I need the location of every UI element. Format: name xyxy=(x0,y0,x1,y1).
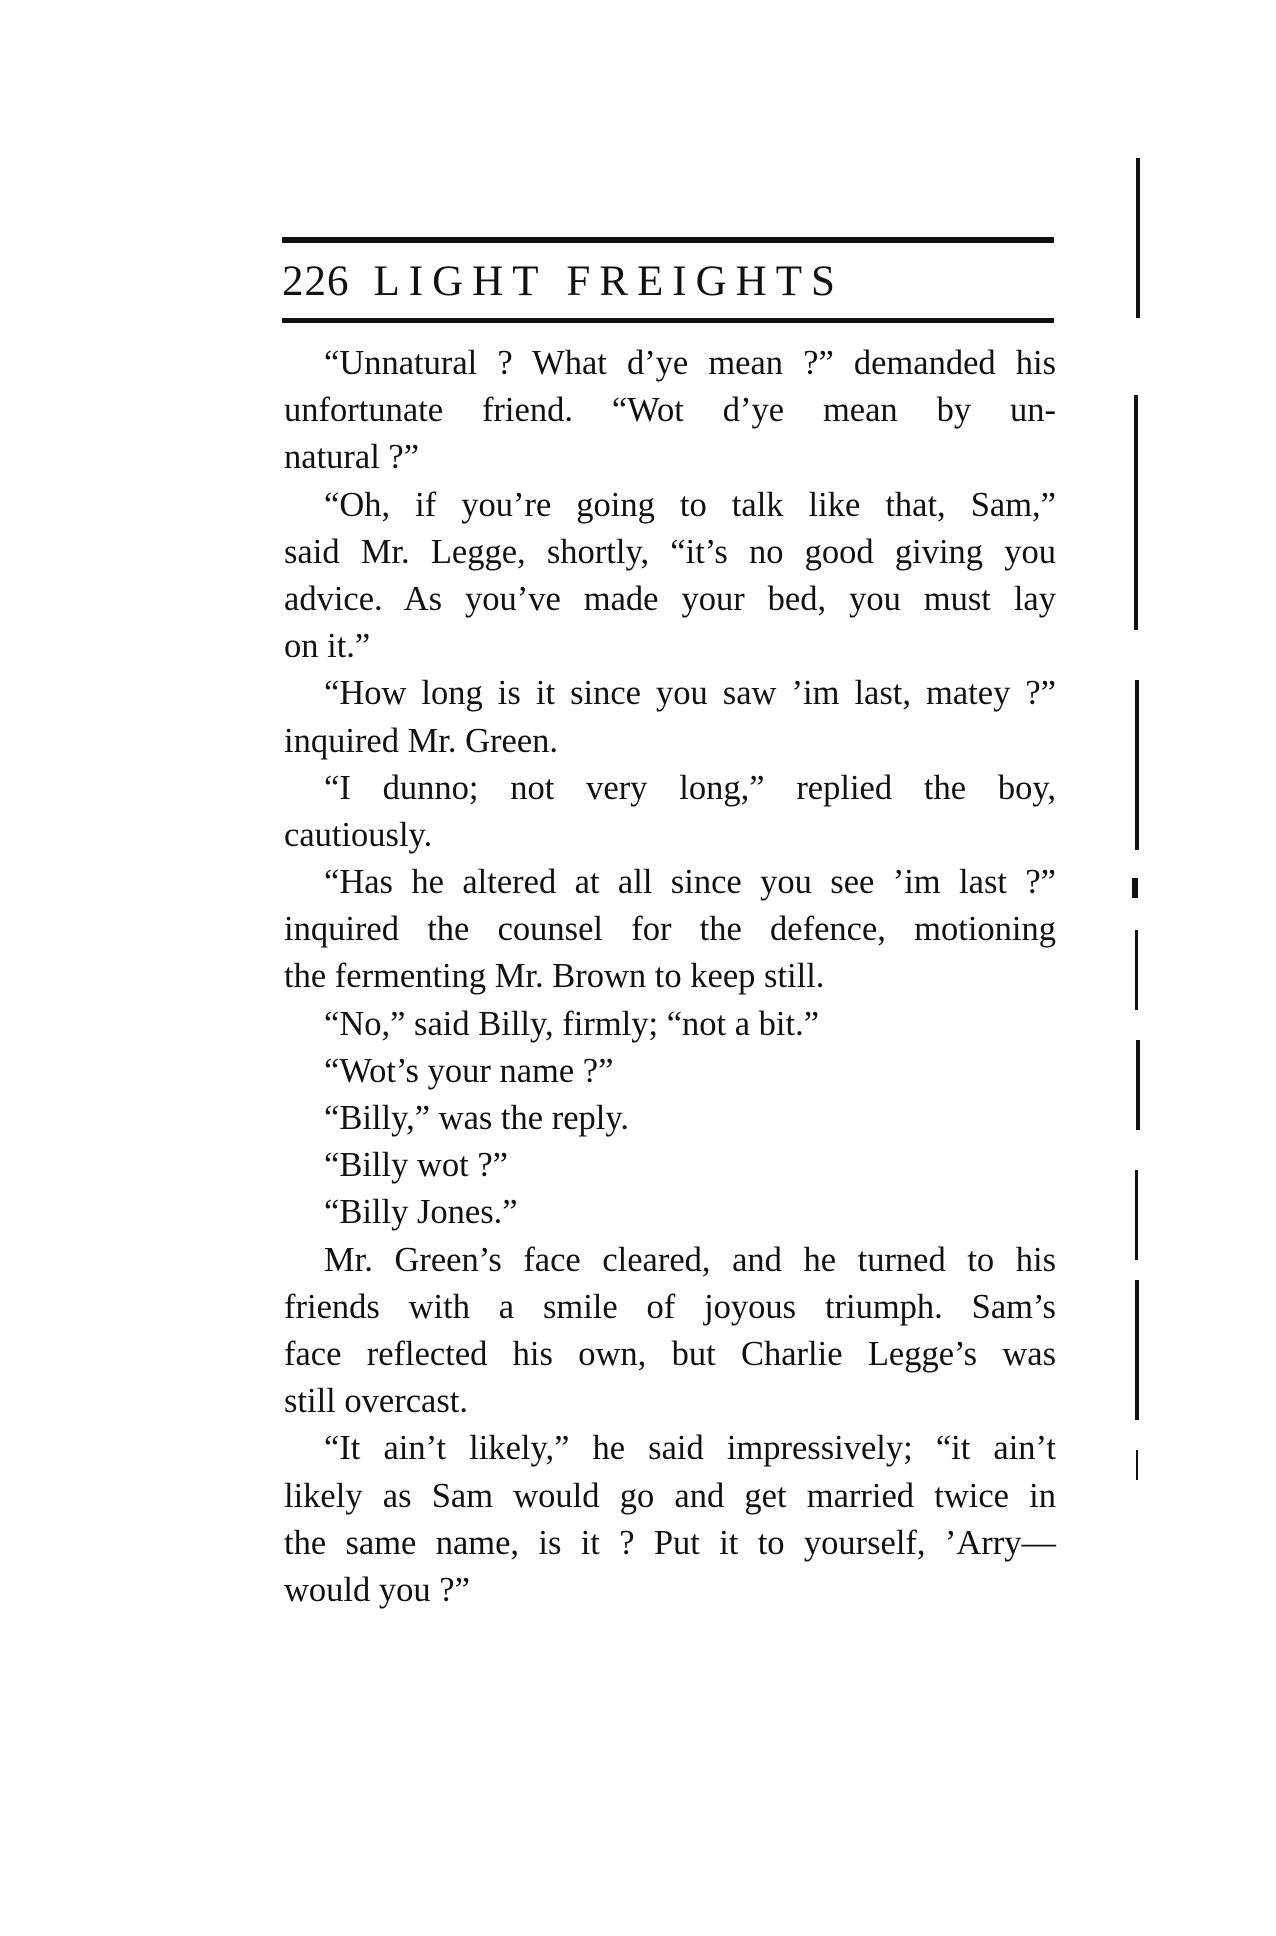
text-line: “Billy wot ?” xyxy=(324,1146,508,1185)
text-line: Mr. Green’s face cleared, and he turned to his xyxy=(324,1240,1056,1279)
text-line: said Mr. Legge, shortly, “it’s no good giving you xyxy=(284,532,1056,571)
text-line: cautiously. xyxy=(284,815,433,854)
text-line: “Billy,” was the reply. xyxy=(324,1099,629,1137)
header-rule-top xyxy=(282,237,1054,243)
running-title: LIGHT FREIGHTS xyxy=(373,258,844,305)
running-head xyxy=(282,254,1054,310)
text-line: natural ?” xyxy=(284,438,420,477)
text-line: “Oh, if you’re going to talk like that, Sam,” xyxy=(324,485,1056,524)
text-line: “Wot’s your name ?” xyxy=(324,1051,614,1090)
text-line: “How long is it since you saw ’im last, matey ?” xyxy=(324,674,1056,713)
header-rule-bottom xyxy=(282,318,1054,323)
text-line: inquired the counsel for the defence, motioning xyxy=(284,910,1056,949)
text-line: face reflected his own, but Charlie Legge’s was xyxy=(284,1334,1056,1373)
text-line: unfortunate friend. “Wot d’ye mean by un- xyxy=(284,391,1056,430)
scan-edge-marks xyxy=(1132,150,1156,1400)
text-line: the fermenting Mr. Brown to keep still. xyxy=(284,957,825,996)
text-line: friends with a smile of joyous triumph. Sam’s xyxy=(284,1287,1056,1326)
text-line: “I dunno; not very long,” replied the boy, xyxy=(324,768,1056,807)
text-line: “Unnatural ? What d’ye mean ?” demanded his xyxy=(324,344,1056,382)
text-line: “Has he altered at all since you see ’im last ?” xyxy=(324,863,1056,902)
text-line: “It ain’t likely,” he said impressively; “it ain’t xyxy=(324,1429,1056,1468)
text-line: the same name, is it ? Put it to yourself, ’Arry— xyxy=(284,1523,1056,1562)
body-text xyxy=(284,340,1056,1614)
text-line: still overcast. xyxy=(284,1382,468,1421)
text-line: on it.” xyxy=(284,627,371,666)
text-line: would you ?” xyxy=(284,1570,470,1609)
page-number: 226 xyxy=(282,258,350,305)
text-line: likely as Sam would go and get married twice in xyxy=(284,1476,1056,1515)
text-line: “No,” said Billy, firmly; “not a bit.” xyxy=(324,1004,820,1043)
text-line: “Billy Jones.” xyxy=(324,1193,518,1232)
text-line: inquired Mr. Green. xyxy=(284,721,559,760)
text-line: advice. As you’ve made your bed, you must lay xyxy=(284,579,1056,618)
